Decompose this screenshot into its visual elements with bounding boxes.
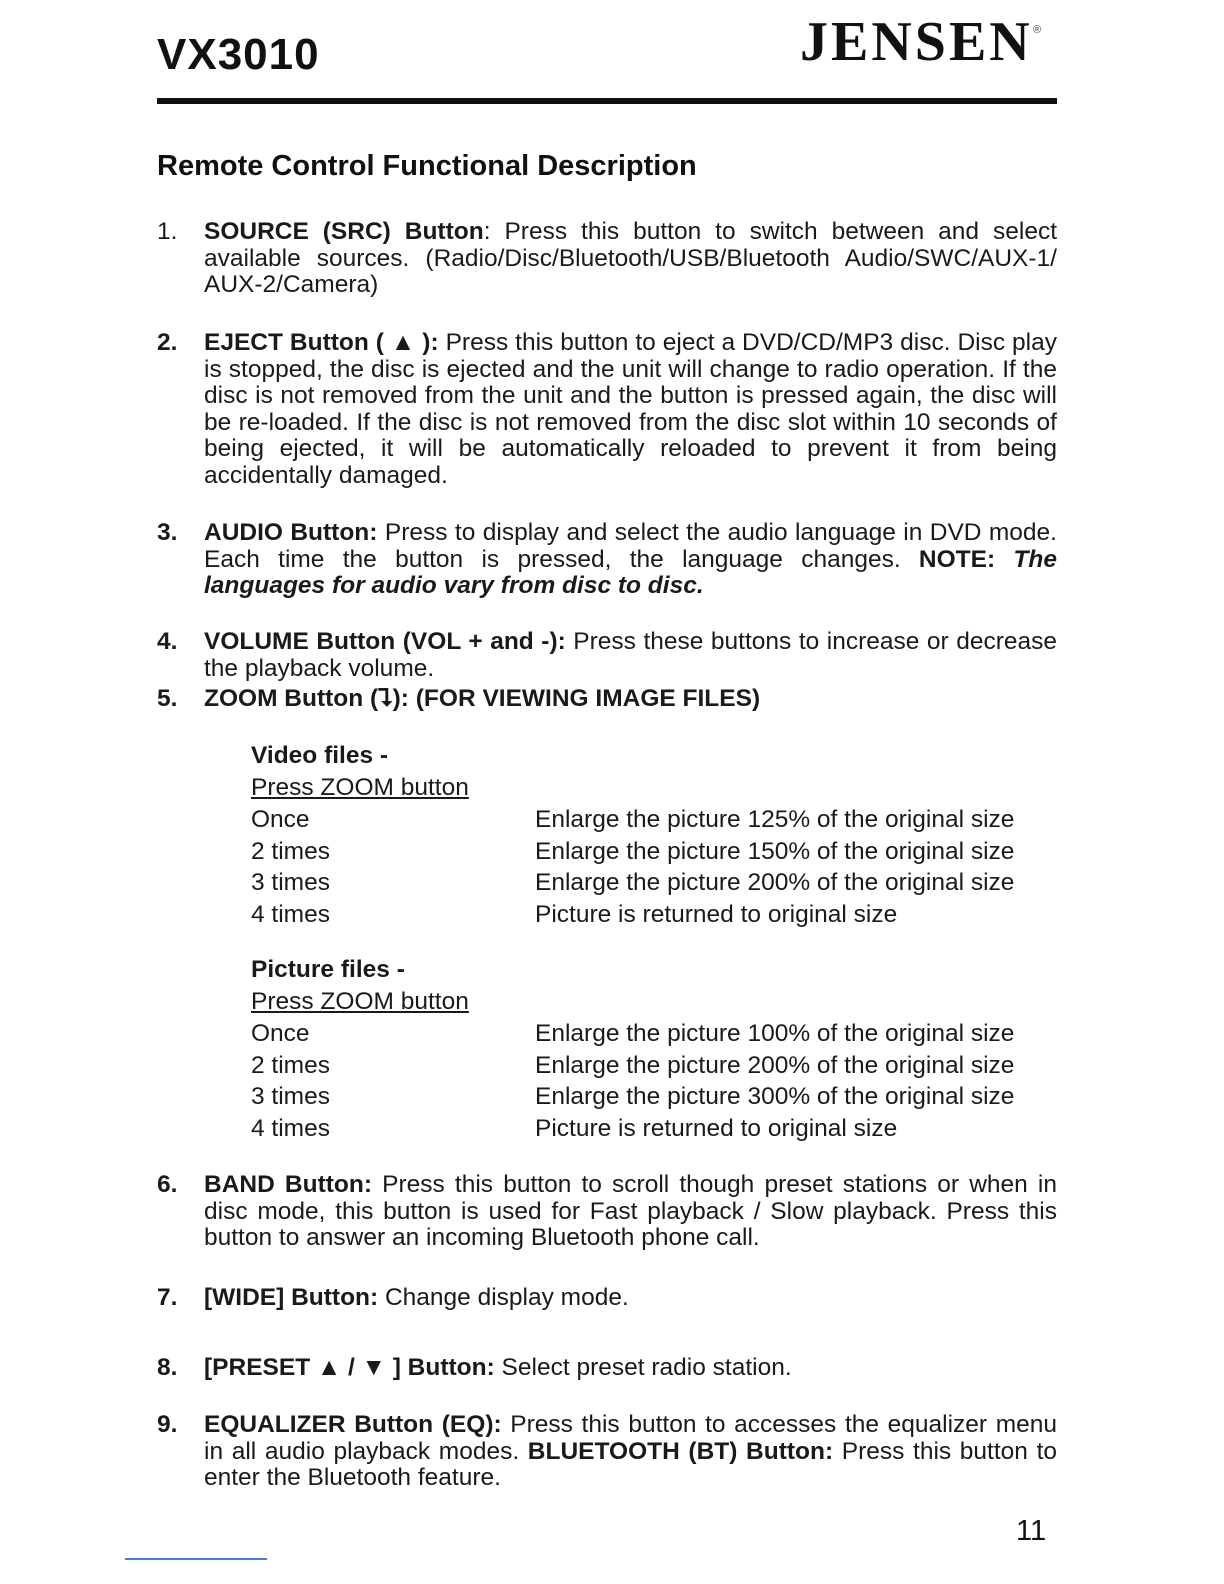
item-number: 9. bbox=[157, 1411, 178, 1438]
item-desc: Select preset radio station. bbox=[494, 1354, 792, 1381]
list-item bbox=[157, 1355, 1057, 1382]
item-desc: Press this button to eject a DVD/CD/MP3 disc. Disc play is stopped, the disc is ejected and the unit will change to radio operation. If the disc is not removed from the unit and the button is pressed again, the disc will be re-loaded. If the disc is not removed from the disc slot within 10 seconds of being ejected, it will be automatically reloaded to prevent it from being accidentally damaged. bbox=[204, 329, 1058, 489]
item-title: VOLUME Button (VOL + and -): bbox=[204, 628, 566, 655]
zoom-video-table bbox=[251, 742, 1051, 932]
list-item bbox=[157, 686, 1057, 713]
item-text bbox=[204, 219, 1057, 299]
zoom-row bbox=[251, 806, 1051, 838]
item-desc: Press this button to accesses the equalizer menu in all audio playback modes. bbox=[204, 1411, 1058, 1465]
zoom-table-subtitle: Press ZOOM button bbox=[251, 988, 469, 1015]
zoom-table-title: Picture files - bbox=[251, 956, 405, 983]
item-text bbox=[204, 1285, 1057, 1312]
item-number: 5. bbox=[157, 685, 178, 712]
note-text: The languages for audio vary from disc to disc. bbox=[204, 545, 1057, 599]
zoom-press-count: 4 times bbox=[251, 1114, 330, 1142]
item-title: SOURCE (SRC) Button bbox=[204, 218, 484, 245]
zoom-press-count: 2 times bbox=[251, 837, 330, 865]
item-title: AUDIO Button: bbox=[204, 519, 378, 546]
list-item bbox=[157, 520, 1057, 600]
item-text bbox=[204, 330, 1057, 489]
zoom-table-title: Video files - bbox=[251, 742, 389, 769]
item-desc: Press this button to scroll though preset stations or when in disc mode, this button is used for Fast playback / Slow playback. Press this button to answer an incoming Bluetooth phone call. bbox=[204, 1171, 1058, 1251]
model-number: VX3010 bbox=[157, 30, 320, 79]
item-text bbox=[204, 1412, 1057, 1492]
item-desc: Press to display and select the audio language in DVD mode. Each time the button is pressed, the language changes. bbox=[204, 519, 1057, 573]
zoom-press-count: Once bbox=[251, 1020, 310, 1047]
item-number: 1. bbox=[157, 218, 178, 245]
zoom-press-count: 3 times bbox=[251, 1083, 330, 1110]
zoom-result: Enlarge the picture 100% of the original size bbox=[535, 1020, 1015, 1047]
item-title: EQUALIZER Button (EQ): bbox=[204, 1411, 502, 1438]
page-number: 11 bbox=[1016, 1515, 1047, 1547]
bottom-edge-link[interactable] bbox=[125, 1558, 267, 1560]
zoom-press-count: 4 times bbox=[251, 900, 330, 928]
zoom-result: Enlarge the picture 150% of the original size bbox=[535, 837, 1015, 865]
item-title: BLUETOOTH (BT) Button: bbox=[527, 1437, 834, 1465]
list-item bbox=[157, 629, 1057, 682]
item-number: 6. bbox=[157, 1171, 178, 1198]
brand-logo bbox=[800, 10, 1050, 80]
list-item bbox=[157, 1285, 1057, 1312]
zoom-picture-table bbox=[251, 956, 1051, 1146]
item-text bbox=[204, 1172, 1057, 1252]
header-rule bbox=[157, 98, 1057, 104]
item-desc: Change display mode. bbox=[378, 1284, 629, 1311]
zoom-row bbox=[251, 1083, 1051, 1115]
zoom-press-count: Once bbox=[251, 806, 310, 833]
item-title: [WIDE] Button: bbox=[204, 1284, 379, 1311]
item-number: 4. bbox=[157, 628, 178, 655]
zoom-press-count: 3 times bbox=[251, 869, 330, 896]
zoom-result: Enlarge the picture 125% of the original size bbox=[535, 806, 1015, 833]
item-desc: : Press this button to switch between and select available sources. (Radio/Disc/Bluetooth/USB/Bluetooth Audio/SWC/AUX-1/ AUX-2/Camera) bbox=[204, 218, 1058, 298]
zoom-result: Enlarge the picture 200% of the original size bbox=[535, 869, 1015, 896]
item-title: ZOOM Button ( bbox=[204, 685, 379, 712]
zoom-press-count: 2 times bbox=[251, 1051, 330, 1079]
list-item bbox=[157, 1172, 1057, 1252]
item-number: 7. bbox=[157, 1284, 178, 1311]
list-item bbox=[157, 1412, 1057, 1492]
section-heading: Remote Control Functional Description bbox=[157, 150, 697, 182]
item-number: 8. bbox=[157, 1354, 178, 1381]
item-desc: Press this button to enter the Bluetooth feature. bbox=[204, 1437, 1057, 1491]
item-number: 2. bbox=[157, 329, 178, 356]
zoom-result: Enlarge the picture 200% of the original size bbox=[535, 1051, 1015, 1079]
item-text bbox=[204, 629, 1057, 682]
item-title: EJECT Button ( ▲ ): bbox=[204, 329, 439, 356]
zoom-row bbox=[251, 1115, 1051, 1147]
brand-logo-text: JENSEN bbox=[800, 11, 1033, 73]
zoom-row bbox=[251, 869, 1051, 901]
zoom-row bbox=[251, 1020, 1051, 1052]
registered-mark: ® bbox=[1033, 24, 1042, 36]
item-desc: Press these buttons to increase or decrease the playback volume. bbox=[204, 628, 1058, 682]
zoom-row bbox=[251, 1052, 1051, 1084]
zoom-row bbox=[251, 838, 1051, 870]
note-label: NOTE: bbox=[918, 545, 996, 573]
zoom-result: Picture is returned to original size bbox=[535, 900, 898, 928]
item-title: [PRESET ▲ / ▼ ] Button: bbox=[204, 1354, 495, 1381]
zoom-result: Enlarge the picture 300% of the original size bbox=[535, 1083, 1015, 1110]
zoom-icon: ⮧ bbox=[378, 685, 393, 712]
item-text bbox=[204, 686, 1057, 713]
zoom-row bbox=[251, 901, 1051, 933]
item-desc: ): (FOR VIEWING IMAGE FILES) bbox=[392, 685, 761, 712]
item-text bbox=[204, 1355, 1057, 1382]
zoom-table-subtitle: Press ZOOM button bbox=[251, 774, 469, 801]
item-title: BAND Button: bbox=[204, 1171, 372, 1198]
zoom-result: Picture is returned to original size bbox=[535, 1114, 898, 1142]
item-text bbox=[204, 520, 1057, 600]
list-item bbox=[157, 330, 1057, 489]
item-number: 3. bbox=[157, 519, 178, 546]
list-item bbox=[157, 219, 1057, 299]
